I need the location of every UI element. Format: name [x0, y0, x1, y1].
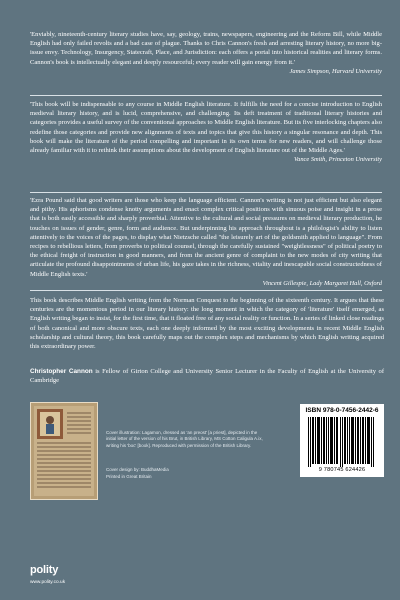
publisher-logo: polity — [30, 564, 59, 576]
author-name: Christopher Cannon — [30, 368, 93, 375]
publisher-url: www.polity.co.uk — [30, 580, 66, 585]
endorsement-attribution: Vance Smith, Princeton University — [293, 156, 382, 164]
endorsement-simpson — [0, 30, 400, 76]
printed-in: Printed in Great Britain — [106, 474, 152, 479]
endorsement-text: 'Ezra Pound said that good writers are those who keep the language efficient. Cannon's writing is not just efficient but also elegant and pithy. His aphorisms condense knotty arguments and enact complex critical positions with sinuous poise and insight in a prose that is both easily accessible and sharply proverbial. Attentive to the cultural and social pressures on medieval literary production, he touches on issues of gender, genre, form and audience. But underpinning his approach throughout is a philologist's ability to listen attentively to the voices of the pages, to display what Nietzsche called "the leisurely art of the goldsmith applied to language". From recipes to rebellious letters, from proverbs to political counsel, through the carefully sustained "weightlessness" of political poetry to the ethical freight of instruction in good manners, and from the ancient genre of complaint to the new modes of city writing that articulate the profound disappointments of urban life, his gaze takes in the richness, vitality and inescapable social constructedness of Middle English texts.' — [30, 197, 382, 278]
author-bio — [30, 367, 384, 385]
book-description: This book describes Middle English writing from the Norman Conquest to the beginning of the sixteenth century. It argues that these centuries are the momentous period in our literary history: the long moment in which the category of 'literature' itself emerged, as English writing began to insist, for the first time, that it floated free of any social reality or function. In a series of linked close readings of both canonical and more obscure texts, each one deeply informed by the most exciting developments in recent Middle English scholarship and cultural theory, this book carefully maps out the complex steps and mechanisms by which English writing acquired this extraordinary power. — [30, 297, 384, 351]
divider — [30, 290, 382, 291]
manuscript-illustration — [30, 402, 98, 500]
divider — [30, 95, 382, 96]
endorsement-smith — [0, 100, 400, 164]
author-bio-text: is Fellow of Girton College and University Senior Lecturer in the Faculty of English at the University of Cambridge — [30, 368, 384, 385]
endorsement-gillespie — [0, 196, 400, 288]
barcode-digits: 9 780745 624426 — [318, 467, 366, 473]
divider — [30, 192, 382, 193]
isbn-label: ISBN 978-0-7456-2442-6 — [305, 407, 379, 414]
design-credit: Cover design by: BuddhaMedia — [106, 467, 169, 472]
endorsement-attribution: James Simpson, Harvard University — [289, 67, 382, 75]
endorsement-text: 'This book will be indispensable to any course in Middle English literature. It fulfills the need for a concise introduction to English medieval literary history, and is lucid, comprehensive, and challenging. Its deft treatment of traditional literary histories and categories provides a useful survey of the conventional approaches to Middle English literature. But its five interlocking chapters also redefine those categories and provide new alignments of texts and topics that give this history a singular resonance and depth. This book will make the literature of the period compelling and important in its own terms for new readers, and will challenge those already familiar with it to rethink their assumptions about the development of English literature out of the Middle Ages.' — [30, 101, 382, 155]
endorsement-text: 'Enviably, nineteenth-century literary studies have, say, geology, trains, newspapers, engineering and the Reform Bill, while Middle English had only failed revolts and a bad case of plague. Thanks to Chris Cannon's fresh and arresting literary history, no more big-issue envy. Technology, Insurgency, Statecraft, Place, and Jurisdiction: each offers a portal into historical realities and literary forms. Cannon's book is intellectually elegant and deeply resourceful; every reader will gain energy from it.' — [30, 31, 382, 66]
barcode — [300, 404, 384, 477]
endorsement-attribution: Vincent Gillespie, Lady Margaret Hall, Oxford — [262, 279, 382, 287]
illustration-credit: Cover illustration: Lagamon, dressed as 'an preost' [a priest], depicted in the initial letter of the version of his Brut, in British Library, MS Cotton Caligula A.ix, writing his 'boc' [book]. Reproduced with permission of the British Library. — [106, 430, 263, 448]
